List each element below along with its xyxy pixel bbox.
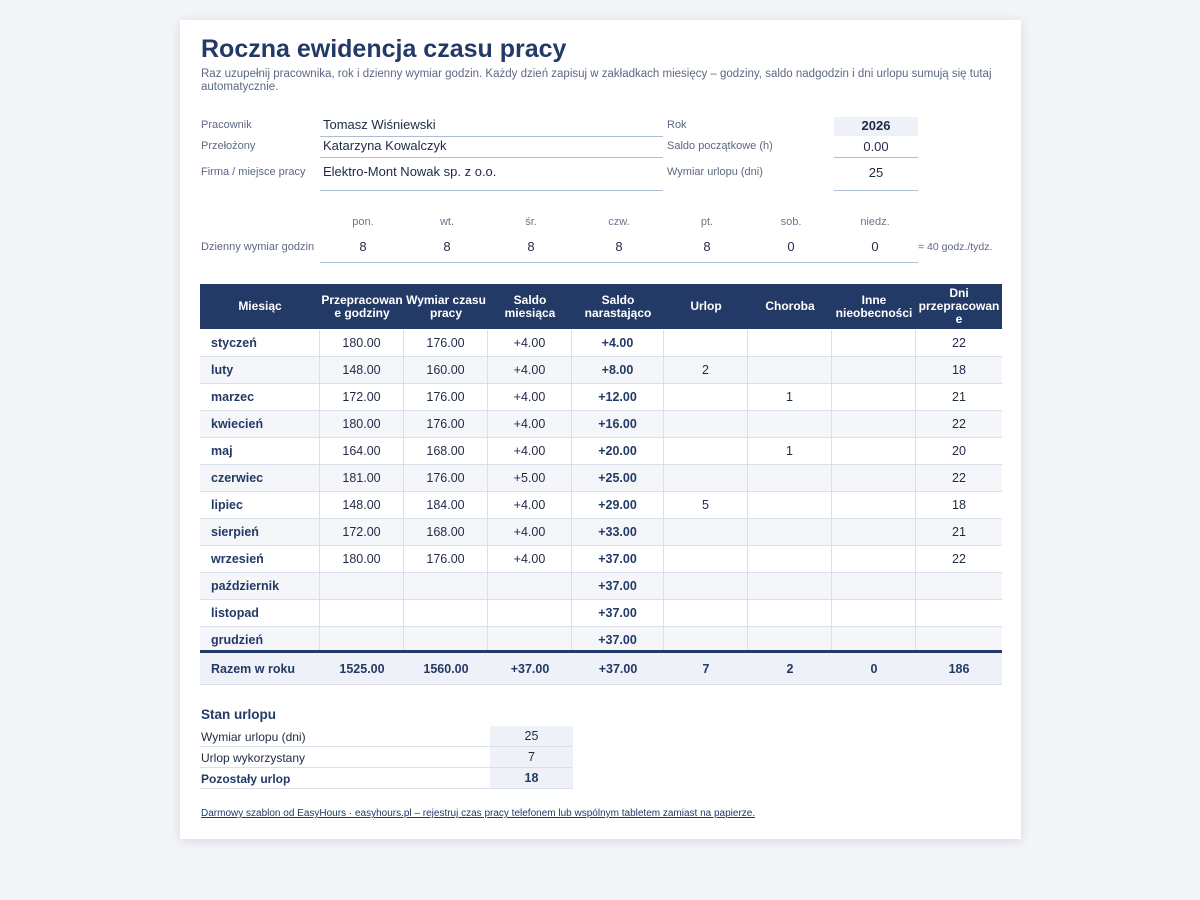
cell-days-worked[interactable]: 22 [952, 417, 966, 431]
cell-month: luty [200, 357, 320, 383]
cell-other-absences[interactable] [832, 573, 916, 599]
cell-month-balance[interactable] [488, 573, 572, 599]
day-header-mon: pon. [352, 216, 374, 228]
cell-norm-hours[interactable]: 160.00 [404, 357, 488, 383]
weekly-hours-note: = 40 godz./tydz. [918, 241, 993, 253]
daily-norm-wed[interactable]: 8 [527, 239, 535, 254]
cell-sickness[interactable] [748, 519, 832, 545]
cell-leave[interactable] [664, 384, 748, 410]
cell-worked-hours[interactable] [320, 573, 404, 599]
cell-days-worked[interactable]: 21 [952, 525, 966, 539]
cell-worked-hours[interactable]: 180.00 [320, 546, 404, 572]
leave-remaining-label: Pozostały urlop [201, 771, 291, 786]
daily-norm-mon[interactable]: 8 [359, 239, 367, 254]
cell-sickness[interactable] [748, 546, 832, 572]
day-header-thu: czw. [608, 216, 630, 228]
totals-days-worked: 186 [948, 662, 970, 676]
opening-balance-label: Saldo początkowe (h) [667, 140, 773, 152]
cell-month: maj [200, 438, 320, 464]
cell-month: marzec [200, 384, 320, 410]
leave-quota-label: Wymiar urlopu (dni) [667, 166, 763, 178]
cell-worked-hours[interactable]: 172.00 [320, 519, 404, 545]
cell-sickness[interactable] [748, 357, 832, 383]
day-header-tue: wt. [439, 216, 455, 228]
company-label: Firma / miejsce pracy [201, 166, 306, 178]
cell-month: lipiec [200, 492, 320, 518]
cell-other-absences[interactable] [832, 519, 916, 545]
cell-other-absences[interactable] [832, 438, 916, 464]
daily-norm-label: Dzienny wymiar godzin [201, 241, 315, 253]
daily-norm-underline [320, 262, 918, 263]
supervisor-field[interactable]: Katarzyna Kowalczyk [323, 138, 447, 153]
cell-leave[interactable] [664, 438, 748, 464]
cell-sickness[interactable] [748, 492, 832, 518]
header-month: Miesiąc [238, 299, 282, 313]
cell-cumulative-balance[interactable]: +37.00 [572, 573, 664, 599]
cell-norm-hours[interactable]: 176.00 [404, 330, 488, 356]
footer-link[interactable]: Darmowy szablon od EasyHours · easyhours.pl – rejestruj czas pracy telefonem lub wspólnym tabletem zamiast na papierze. [201, 808, 756, 819]
cell-worked-hours[interactable] [320, 600, 404, 626]
cell-other-absences[interactable] [832, 330, 916, 356]
cell-days-worked[interactable]: 18 [952, 498, 966, 512]
cell-cumulative-balance[interactable]: +37.00 [572, 627, 664, 653]
cell-month: sierpień [200, 519, 320, 545]
day-header-wed: śr. [525, 216, 537, 228]
leave-quota-summary-value: 25 [490, 726, 573, 746]
cell-norm-hours[interactable]: 176.00 [404, 411, 488, 437]
cell-worked-hours[interactable]: 164.00 [320, 438, 404, 464]
cell-month-balance[interactable]: +5.00 [488, 465, 572, 491]
header-other-absences: Inne nieobecności [835, 292, 913, 320]
cell-month-balance[interactable]: +4.00 [488, 438, 572, 464]
totals-sickness: 2 [786, 662, 794, 676]
cell-cumulative-balance[interactable]: +8.00 [572, 357, 664, 383]
cell-days-worked[interactable]: 21 [952, 390, 966, 404]
cell-days-worked[interactable]: 22 [952, 336, 966, 350]
header-norm-hours: Wymiar czasu pracy [406, 292, 486, 320]
cell-worked-hours[interactable]: 181.00 [320, 465, 404, 491]
employee-underline [320, 136, 663, 137]
cell-worked-hours[interactable]: 148.00 [320, 357, 404, 383]
timesheet-sheet [180, 20, 1021, 839]
totals-label: Razem w roku [211, 662, 296, 676]
table-row [200, 438, 1002, 465]
cell-sickness[interactable] [748, 465, 832, 491]
day-header-fri: pt. [700, 216, 714, 228]
cell-month-balance[interactable]: +4.00 [488, 411, 572, 437]
cell-worked-hours[interactable]: 180.00 [320, 411, 404, 437]
cell-leave[interactable] [664, 519, 748, 545]
leave-quota-underline [834, 190, 918, 191]
table-row [200, 573, 1002, 600]
cell-cumulative-balance[interactable]: +37.00 [572, 546, 664, 572]
cell-norm-hours[interactable] [404, 573, 488, 599]
daily-norm-thu[interactable]: 8 [615, 239, 623, 254]
cell-month-balance[interactable]: +4.00 [488, 384, 572, 410]
leave-used-value: 7 [490, 747, 573, 767]
leave-quota-summary-label: Wymiar urlopu (dni) [201, 729, 306, 744]
leave-row-remaining [200, 768, 573, 789]
cell-days-worked[interactable]: 22 [952, 552, 966, 566]
cell-cumulative-balance[interactable]: +29.00 [572, 492, 664, 518]
cell-cumulative-balance[interactable]: +4.00 [572, 330, 664, 356]
daily-norm-sat[interactable]: 0 [787, 239, 795, 254]
totals-worked-hours: 1525.00 [339, 662, 385, 676]
leave-remaining-value: 18 [490, 768, 573, 788]
header-cumulative-balance: Saldo narastająco [584, 292, 652, 320]
cell-other-absences[interactable] [832, 357, 916, 383]
cell-leave[interactable] [664, 546, 748, 572]
cell-other-absences[interactable] [832, 546, 916, 572]
cell-month: listopad [200, 600, 320, 626]
cell-month: grudzień [200, 627, 320, 653]
cell-norm-hours[interactable]: 176.00 [404, 384, 488, 410]
leave-summary-heading: Stan urlopu [201, 707, 276, 722]
totals-other-absences: 0 [870, 662, 878, 676]
header-sickness: Choroba [765, 299, 815, 313]
cell-cumulative-balance[interactable]: +33.00 [572, 519, 664, 545]
year-label: Rok [667, 119, 687, 131]
totals-cumulative-balance: +37.00 [598, 662, 638, 676]
leave-row-quota [200, 726, 573, 747]
cell-month: czerwiec [200, 465, 320, 491]
daily-norm-tue[interactable]: 8 [443, 239, 451, 254]
cell-month-balance[interactable]: +4.00 [488, 357, 572, 383]
cell-worked-hours[interactable]: 172.00 [320, 384, 404, 410]
day-header-sun: niedz. [860, 216, 890, 228]
day-header-sat: sob. [780, 216, 802, 228]
leave-used-label: Urlop wykorzystany [201, 750, 306, 765]
cell-norm-hours[interactable]: 184.00 [404, 492, 488, 518]
cell-month: wrzesień [200, 546, 320, 572]
cell-leave[interactable] [664, 330, 748, 356]
cell-leave[interactable] [664, 465, 748, 491]
cell-sickness[interactable] [748, 600, 832, 626]
cell-leave[interactable] [664, 411, 748, 437]
table-row [200, 546, 1002, 573]
table-row [200, 411, 1002, 438]
header-leave: Urlop [690, 299, 722, 313]
supervisor-label: Przełożony [201, 140, 256, 152]
cell-norm-hours[interactable]: 168.00 [404, 438, 488, 464]
cell-worked-hours[interactable]: 180.00 [320, 330, 404, 356]
cell-norm-hours[interactable]: 176.00 [404, 546, 488, 572]
table-row [200, 519, 1002, 546]
cell-other-absences[interactable] [832, 411, 916, 437]
totals-row [200, 653, 1002, 685]
cell-month-balance[interactable] [488, 600, 572, 626]
cell-month-balance[interactable]: +4.00 [488, 519, 572, 545]
year-field[interactable]: 2026 [861, 118, 891, 133]
page-subtitle: Raz uzupełnij pracownika, rok i dzienny wymiar godzin. Każdy dzień zapisuj w zakładkach miesięcy – godziny, saldo nadgodzin i dni urlopu sumują się tutaj automatycznie. [201, 68, 992, 93]
cell-norm-hours[interactable]: 168.00 [404, 519, 488, 545]
cell-days-worked[interactable] [916, 600, 1002, 626]
cell-month: kwiecień [200, 411, 320, 437]
cell-other-absences[interactable] [832, 465, 916, 491]
totals-norm-hours: 1560.00 [423, 662, 469, 676]
cell-days-worked[interactable] [916, 573, 1002, 599]
daily-norm-fri[interactable]: 8 [703, 239, 711, 254]
cell-sickness[interactable] [748, 330, 832, 356]
opening-balance-underline [834, 157, 918, 158]
table-row [200, 330, 1002, 357]
cell-cumulative-balance[interactable]: +25.00 [572, 465, 664, 491]
header-days-worked: Dni przepracowan e [918, 286, 1000, 326]
cell-cumulative-balance[interactable]: +37.00 [572, 600, 664, 626]
cell-month-balance[interactable]: +4.00 [488, 330, 572, 356]
cell-leave[interactable]: 5 [664, 492, 748, 518]
table-header [200, 284, 1002, 329]
cell-cumulative-balance[interactable]: +20.00 [572, 438, 664, 464]
cell-days-worked[interactable]: 20 [952, 444, 966, 458]
cell-other-absences[interactable] [832, 600, 916, 626]
daily-norm-sun[interactable]: 0 [871, 239, 879, 254]
cell-worked-hours[interactable]: 148.00 [320, 492, 404, 518]
leave-row-used [200, 747, 573, 768]
cell-sickness[interactable] [748, 573, 832, 599]
cell-month-balance[interactable]: +4.00 [488, 492, 572, 518]
opening-balance-field[interactable]: 0.00 [863, 139, 889, 154]
leave-quota-field[interactable]: 25 [868, 165, 884, 180]
cell-cumulative-balance[interactable]: +12.00 [572, 384, 664, 410]
cell-other-absences[interactable] [832, 384, 916, 410]
cell-cumulative-balance[interactable]: +16.00 [572, 411, 664, 437]
cell-sickness[interactable]: 1 [748, 384, 832, 410]
cell-month: październik [200, 573, 320, 599]
cell-leave[interactable] [664, 573, 748, 599]
cell-month-balance[interactable]: +4.00 [488, 546, 572, 572]
totals-leave: 7 [702, 662, 710, 676]
page-title: Roczna ewidencja czasu pracy [201, 35, 567, 63]
cell-leave[interactable]: 2 [664, 357, 748, 383]
header-worked-hours: Przepracowan e godziny [321, 292, 403, 320]
employee-label: Pracownik [201, 119, 252, 131]
cell-other-absences[interactable] [832, 492, 916, 518]
cell-norm-hours[interactable] [404, 600, 488, 626]
supervisor-underline [320, 157, 663, 158]
cell-sickness[interactable]: 1 [748, 438, 832, 464]
header-month-balance: Saldo miesiąca [504, 292, 556, 320]
cell-leave[interactable] [664, 600, 748, 626]
cell-month: styczeń [200, 330, 320, 356]
employee-field[interactable]: Tomasz Wiśniewski [323, 117, 436, 132]
company-underline [320, 190, 663, 191]
cell-norm-hours[interactable]: 176.00 [404, 465, 488, 491]
cell-days-worked[interactable]: 18 [952, 363, 966, 377]
table-row [200, 357, 1002, 384]
cell-days-worked[interactable]: 22 [952, 471, 966, 485]
cell-sickness[interactable] [748, 411, 832, 437]
table-row [200, 600, 1002, 627]
table-row [200, 465, 1002, 492]
table-row [200, 384, 1002, 411]
table-row [200, 492, 1002, 519]
totals-month-balance: +37.00 [510, 662, 550, 676]
company-field[interactable]: Elektro-Mont Nowak sp. z o.o. [323, 164, 497, 179]
